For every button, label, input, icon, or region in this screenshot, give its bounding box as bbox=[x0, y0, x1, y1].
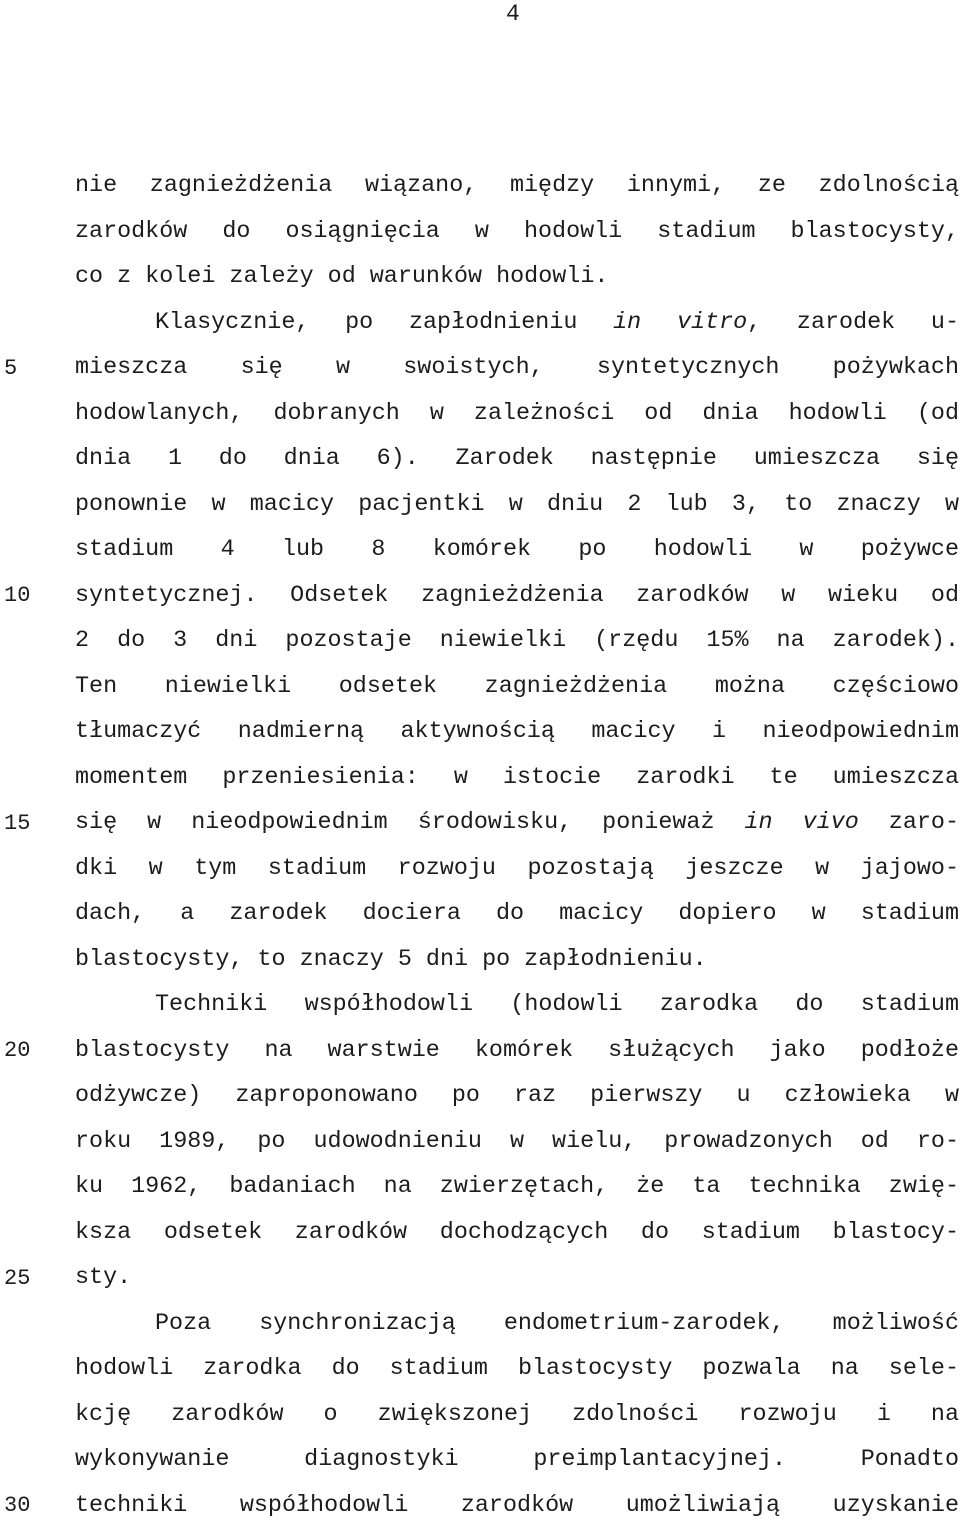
text-line: mieszcza się w swoistych, syntetycznych pożywkach bbox=[75, 352, 959, 398]
text-line: stadium 4 lub 8 komórek po hodowli w pożywce bbox=[75, 534, 959, 580]
line-number: 20 bbox=[4, 1039, 38, 1063]
text-line: 2 do 3 dni pozostaje niewielki (rzędu 15% na zarodek). bbox=[75, 625, 959, 671]
text-line: momentem przeniesienia: w istocie zarodki te umieszcza bbox=[75, 762, 959, 808]
text-line: hodowlanych, dobranych w zależności od dnia hodowli (od bbox=[75, 398, 959, 444]
text-span: się w nieodpowiednim środowisku, ponieważ bbox=[75, 810, 745, 836]
text-line: zarodków do osiągnięcia w hodowli stadium blastocysty, bbox=[75, 216, 959, 262]
text-line: dach, a zarodek dociera do macicy dopiero w stadium bbox=[75, 898, 959, 944]
text-span: zaro- bbox=[859, 810, 959, 836]
text-line: blastocysty na warstwie komórek służących jako podłoże bbox=[75, 1035, 959, 1081]
text-line bbox=[75, 807, 959, 853]
text-line: Poza synchronizacją endometrium-zarodek, możliwość bbox=[75, 1308, 959, 1354]
text-line: roku 1989, po udowodnieniu w wielu, prowadzonych od ro- bbox=[75, 1126, 959, 1172]
text-line: ksza odsetek zarodków dochodzących do stadium blastocy- bbox=[75, 1217, 959, 1263]
italic-term: in vivo bbox=[745, 810, 859, 836]
text-line: syntetycznej. Odsetek zagnieżdżenia zarodków w wieku od bbox=[75, 580, 959, 626]
text-span: Klasycznie, po zapłodnieniu bbox=[155, 310, 613, 336]
page-number: 4 bbox=[506, 2, 530, 26]
text-line: nie zagnieżdżenia wiązano, między innymi, ze zdolnością bbox=[75, 170, 959, 216]
text-line: Ten niewielki odsetek zagnieżdżenia można częściowo bbox=[75, 671, 959, 717]
line-number: 10 bbox=[4, 584, 38, 608]
text-line: Techniki współhodowli (hodowli zarodka do stadium bbox=[75, 989, 959, 1035]
text-line: tłumaczyć nadmierną aktywnością macicy i nieodpowiednim bbox=[75, 716, 959, 762]
text-line: hodowli zarodka do stadium blastocysty pozwala na sele- bbox=[75, 1353, 959, 1399]
text-line: dki w tym stadium rozwoju pozostają jeszcze w jajowo- bbox=[75, 853, 959, 899]
italic-term: in vitro bbox=[613, 310, 747, 336]
text-line: odżywcze) zaproponowano po raz pierwszy u człowieka w bbox=[75, 1080, 959, 1126]
line-number: 5 bbox=[4, 357, 38, 381]
text-line: wykonywanie diagnostyki preimplantacyjnej. Ponadto bbox=[75, 1444, 959, 1490]
text-line: ponownie w macicy pacjentki w dniu 2 lub 3, to znaczy w bbox=[75, 489, 959, 535]
text-line: blastocysty, to znaczy 5 dni po zapłodnieniu. bbox=[75, 944, 959, 990]
text-line: ku 1962, badaniach na zwierzętach, że ta technika zwię- bbox=[75, 1171, 959, 1217]
text-line: kcję zarodków o zwiększonej zdolności rozwoju i na bbox=[75, 1399, 959, 1445]
line-number: 25 bbox=[4, 1267, 38, 1291]
text-span: , zarodek u- bbox=[747, 310, 959, 336]
text-line: co z kolei zależy od warunków hodowli. bbox=[75, 261, 959, 307]
line-number-margin bbox=[0, 0, 40, 1521]
line-number: 30 bbox=[4, 1494, 38, 1518]
text-line: dnia 1 do dnia 6). Zarodek następnie umieszcza się bbox=[75, 443, 959, 489]
text-line: sty. bbox=[75, 1262, 959, 1308]
text-line bbox=[75, 307, 959, 353]
document-body bbox=[75, 170, 959, 1535]
text-line: techniki współhodowli zarodków umożliwiają uzyskanie bbox=[75, 1490, 959, 1535]
line-number: 15 bbox=[4, 812, 38, 836]
